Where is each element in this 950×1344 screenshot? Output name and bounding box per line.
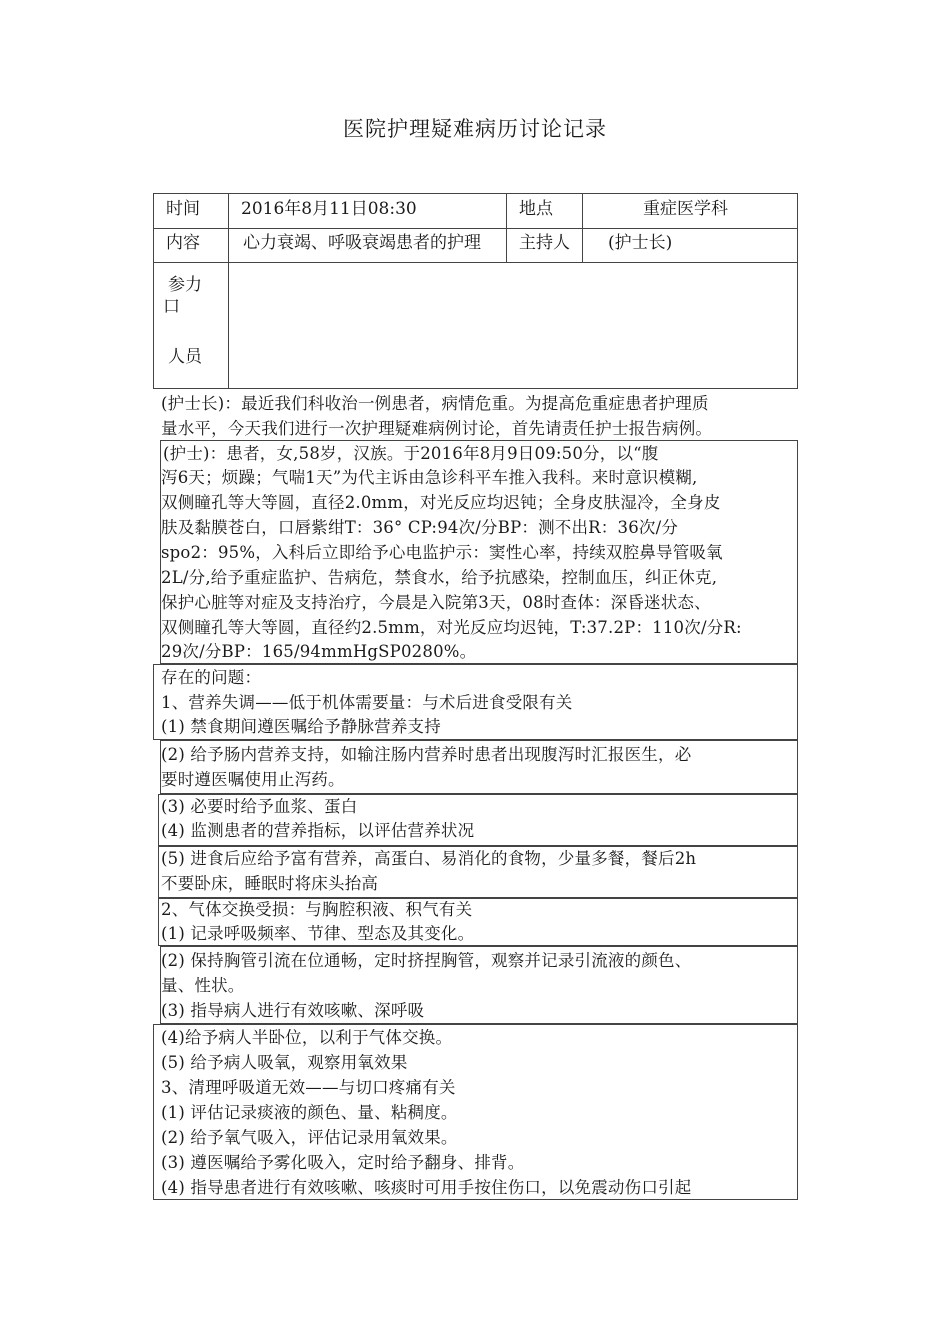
body-line: (5) 给予病人吸氧，观察用氧效果 [161, 1053, 408, 1072]
body-line: (2) 保持胸管引流在位通畅，定时挤捏胸管，观察并记录引流液的颜色、 [161, 951, 692, 970]
header-table [153, 193, 798, 389]
body-line: spo2：95%，入科后立即给予心电监护示：窦性心率，持续双腔鼻导管吸氧 [161, 543, 723, 562]
place-value: 重症医学科 [643, 199, 728, 219]
body-line: 双侧瞳孔等大等圆，直径2.0mm，对光反应均迟钝；全身皮肤湿冷，全身皮 [161, 493, 721, 512]
body-line: 肤及黏膜苍白，口唇紫绀T：36° CP:94次/分BP：测不出R：36次/分 [161, 518, 679, 537]
table-row-divider [153, 262, 798, 263]
table-column-divider [582, 193, 583, 262]
body-line: 1、营养失调——低于机体需要量：与术后进食受限有关 [161, 693, 573, 712]
body-line: 量水平，今天我们进行一次护理疑难病例讨论，首先请责任护士报告病例。 [161, 419, 713, 438]
body-line: (4) 监测患者的营养指标，以评估营养状况 [161, 821, 475, 840]
body-line: (1) 评估记录痰液的颜色、量、粘稠度。 [161, 1103, 458, 1122]
attendee-label-line-1: 参力 [168, 275, 202, 295]
body-line: (3) 指导病人进行有效咳嗽、深呼吸 [161, 1001, 425, 1020]
body-line: (1) 禁食期间遵医嘱给予静脉营养支持 [161, 717, 441, 736]
body-line: (3) 必要时给予血浆、蛋白 [161, 797, 358, 816]
page-title: 医院护理疑难病历讨论记录 [343, 117, 607, 141]
body-line: (护士)：患者，女,58岁，汉族。于2016年8月9日09:50分，以“腹 [163, 444, 659, 463]
body-line: 29次/分BP：165/94mmHgSP0280%。 [161, 642, 477, 661]
host-label: 主持人 [519, 233, 570, 253]
body-line: (2) 给予肠内营养支持，如输注肠内营养时患者出现腹泻时汇报医生，必 [161, 745, 692, 764]
body-line: (护士长)：最近我们科收治一例患者，病情危重。为提高危重症患者护理质 [161, 394, 709, 413]
body-line: 泻6天；烦躁；气喘1天”为代主诉由急诊科平车推入我科。来时意识模糊, [161, 468, 698, 487]
body-line: (2) 给予氧气吸入，评估记录用氧效果。 [161, 1128, 458, 1147]
attendee-label-line-3: 人员 [168, 347, 202, 367]
body-line: 要时遵医嘱使用止泻药。 [161, 770, 345, 789]
content-value-text: 心力衰竭、呼吸衰竭患者的护理 [243, 233, 481, 253]
body-line: (4) 指导患者进行有效咳嗽、咳痰时可用手按住伤口，以免震动伤口引起 [161, 1178, 692, 1197]
table-column-divider [228, 193, 229, 389]
attendee-label-line-2: 口 [163, 297, 180, 317]
content-label: 内容 [166, 233, 200, 253]
body-line: 2L/分,给予重症监护、告病危，禁食水，给予抗感染，控制血压，纠正休克, [161, 568, 718, 587]
body-line: 3、清理呼吸道无效——与切口疼痛有关 [161, 1078, 456, 1097]
time-value: 2016年8月11日08:30 [241, 199, 417, 219]
body-line: 保护心脏等对症及支持治疗，今晨是入院第3天，08时查体：深昏迷状态、 [161, 593, 711, 612]
body-line: 不要卧床，睡眠时将床头抬高 [161, 874, 379, 893]
body-line: 双侧瞳孔等大等圆，直径约2.5mm，对光反应均迟钝，T:37.2P：110次/分R: [161, 618, 742, 637]
body-line: 量、性状。 [161, 976, 245, 995]
body-line: 2、气体交换受损：与胸腔积液、积气有关 [161, 900, 473, 919]
host-value: (护士长) [608, 233, 673, 253]
time-label: 时间 [166, 199, 200, 219]
body-line: (5) 进食后应给予富有营养，高蛋白、易消化的食物，少量多餐，餐后2h [161, 849, 697, 868]
place-label: 地点 [519, 199, 553, 219]
body-line: (3) 遵医嘱给予雾化吸入，定时给予翻身、排背。 [161, 1153, 525, 1172]
body-line: 存在的问题： [161, 668, 262, 687]
body-line: (1) 记录呼吸频率、节律、型态及其变化。 [161, 924, 475, 943]
content-value [243, 232, 501, 261]
table-row-divider [153, 228, 798, 229]
body-line: (4)给予病人半卧位，以利于气体交换。 [161, 1028, 453, 1047]
table-column-divider [506, 193, 507, 262]
